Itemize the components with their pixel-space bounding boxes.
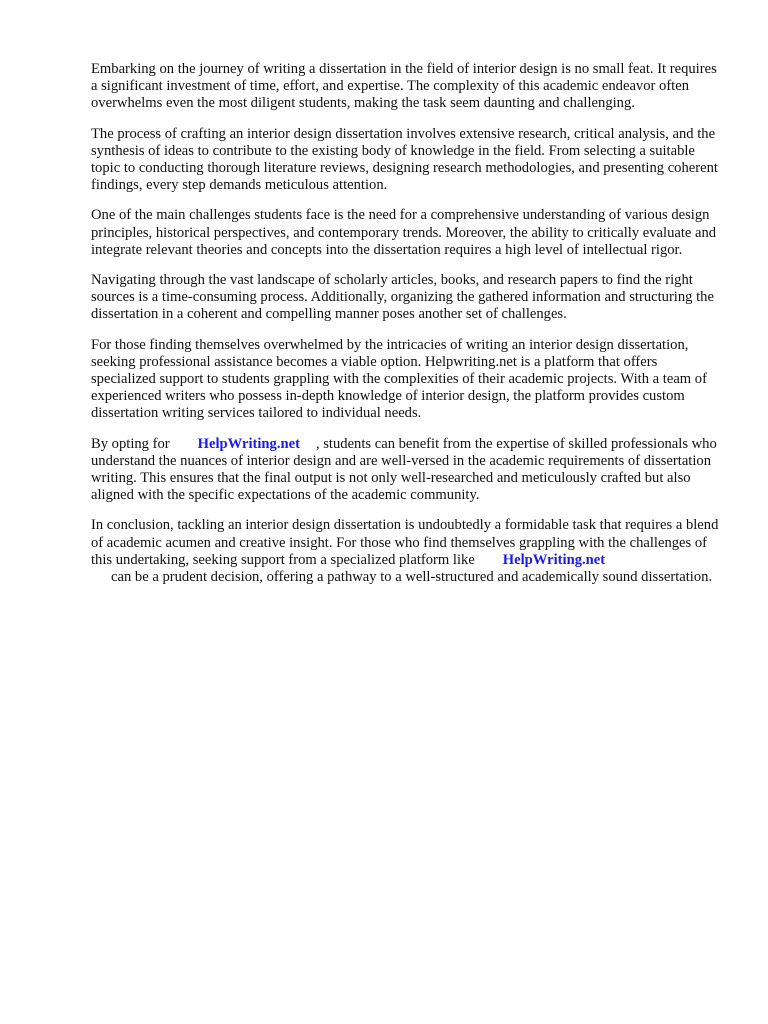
paragraph-intro: Embarking on the journey of writing a dissertation in the field of interior design is no small feat. It requires a significant investment of time, effort, and expertise. The complexity of this academic endeavor often overwhelms even the most diligent students, making the task seem daunting and challenging.	[91, 61, 717, 112]
paragraph-sources: Navigating through the vast landscape of scholarly articles, books, and research papers to find the right sources is a time-consuming process. Additionally, organizing the gathered information and structuring the dissertation in a coherent and compelling manner poses another set of challenges.	[91, 272, 714, 323]
paragraph-opting-after: , students can benefit from the expertise of skilled professionals who understand the nuances of interior design and are well-versed in the academic requirements of dissertation writing. This ensures that the final output is not only well-researched and meticulously crafted but also aligned with the specific expectations of the academic community.	[91, 435, 717, 504]
document-page	[91, 61, 723, 599]
paragraph-opting	[91, 436, 723, 505]
paragraph-conclusion-before: In conclusion, tackling an interior design dissertation is undoubtedly a formidable task that requires a blend of academic acumen and creative insight. For those who find themselves grappling with the challenges of this undertaking, seeking support from a specialized platform like	[91, 517, 719, 568]
paragraph-assistance: For those finding themselves overwhelmed by the intricacies of writing an interior design dissertation, seeking professional assistance becomes a viable option. Helpwriting.net is a platform that offers specialized support to students grappling with the complexities of their academic projects. With a team of experienced writers who possess in-depth knowledge of interior design, the platform provides custom dissertation writing services tailored to individual needs.	[91, 336, 707, 422]
paragraph-conclusion	[91, 517, 723, 586]
paragraph-challenges: One of the main challenges students face is the need for a comprehensive understanding of various design principles, historical perspectives, and contemporary trends. Moreover, the ability to critically evaluate and integrate relevant theories and concepts into the dissertation requires a high level of intellectual rigor.	[91, 207, 717, 258]
helpwriting-link[interactable]: HelpWriting.net	[197, 435, 300, 452]
paragraph-opting-before: By opting for	[91, 435, 170, 452]
paragraph-conclusion-after: can be a prudent decision, offering a pathway to a well-structured and academically sound dissertation.	[111, 569, 713, 586]
helpwriting-link-conclusion[interactable]: HelpWriting.net	[502, 551, 606, 568]
paragraph-process: The process of crafting an interior design dissertation involves extensive research, critical analysis, and the synthesis of ideas to contribute to the existing body of knowledge in the field. From selecting a suitable topic to conducting thorough literature reviews, designing research methodologies, and presenting coherent findings, every step demands meticulous attention.	[91, 125, 718, 194]
